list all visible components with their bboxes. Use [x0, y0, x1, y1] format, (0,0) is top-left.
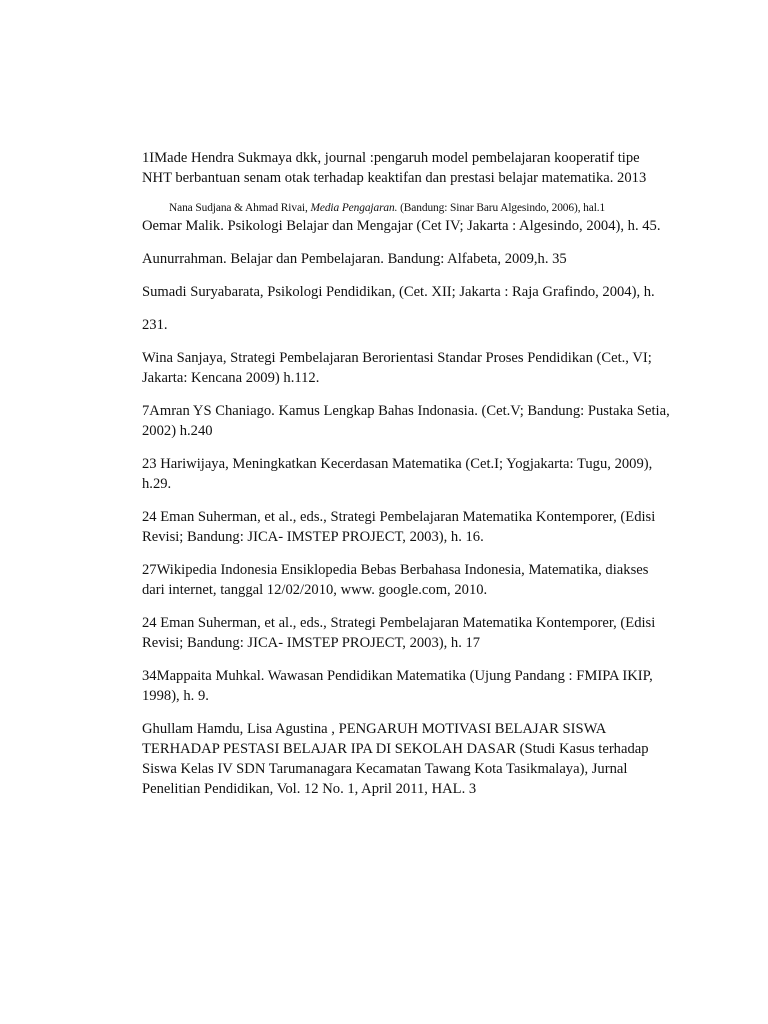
reference-title-italic: Media Pengajaran.	[310, 202, 398, 214]
reference-entry-8: 7Amran YS Chaniago. Kamus Lengkap Bahas Indonasia. (Cet.V; Bandung: Pustaka Setia, 2002) h.240	[142, 403, 670, 439]
reference-list	[142, 148, 672, 812]
reference-entry-10: 24 Eman Suherman, et al., eds., Strategi Pembelajaran Matematika Kontemporer, (Edisi Revisi; Bandung: JICA- IMSTEP PROJECT, 2003), h. 16.	[142, 509, 656, 545]
reference-entry-12: 24 Eman Suherman, et al., eds., Strategi Pembelajaran Matematika Kontemporer, (Edisi Revisi; Bandung: JICA- IMSTEP PROJECT, 2003), h. 17	[142, 615, 656, 651]
reference-entry-4: Aunurrahman. Belajar dan Pembelajaran. Bandung: Alfabeta, 2009,h. 35	[142, 251, 567, 267]
reference-entry-6: 231.	[142, 317, 168, 333]
reference-entry-9: 23 Hariwijaya, Meningkatkan Kecerdasan Matematika (Cet.I; Yogjakarta: Tugu, 2009), h.29.	[142, 456, 653, 492]
reference-entry-13: 34Mappaita Muhkal. Wawasan Pendidikan Matematika (Ujung Pandang : FMIPA IKIP, 1998), h. 9.	[142, 668, 653, 704]
reference-publisher: (Bandung: Sinar Baru Algesindo, 2006), hal.1	[397, 202, 606, 214]
reference-entry-5: Sumadi Suryabarata, Psikologi Pendidikan, (Cet. XII; Jakarta : Raja Grafindo, 2004), h.	[142, 284, 655, 300]
reference-entry-1: 1IMade Hendra Sukmaya dkk, journal :pengaruh model pembelajaran kooperatif tipe NHT berbantuan senam otak terhadap keaktifan dan prestasi belajar matematika. 2013	[142, 150, 647, 186]
reference-entry-7: Wina Sanjaya, Strategi Pembelajaran Berorientasi Standar Proses Pendidikan (Cet., VI; Jakarta: Kencana 2009) h.112.	[142, 350, 652, 386]
reference-entry-2	[142, 201, 672, 216]
reference-entry-14: Ghullam Hamdu, Lisa Agustina , PENGARUH MOTIVASI BELAJAR SISWA TERHADAP PESTASI BELAJAR IPA DI SEKOLAH DASAR (Studi Kasus terhadap Siswa Kelas IV SDN Tarumanagara Kecamatan Tawang Kota Tasikmalaya), Jurnal Penelitian Pendidikan, Vol. 12 No. 1, April 2011, HAL. 3	[142, 721, 649, 797]
reference-entry-11: 27Wikipedia Indonesia Ensiklopedia Bebas Berbahasa Indonesia, Matematika, diakses dari internet, tanggal 12/02/2010, www. google.com, 2010.	[142, 562, 649, 598]
reference-entry-3: Oemar Malik. Psikologi Belajar dan Mengajar (Cet IV; Jakarta : Algesindo, 2004), h. 45.	[142, 218, 661, 234]
reference-author: Nana Sudjana & Ahmad Rivai,	[169, 202, 311, 214]
